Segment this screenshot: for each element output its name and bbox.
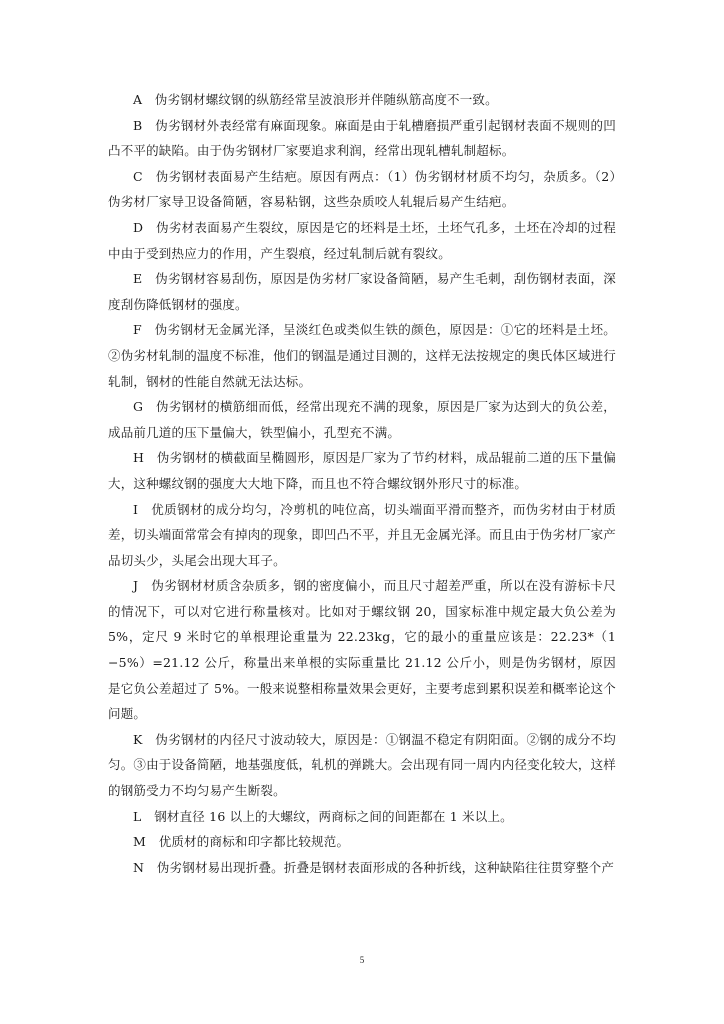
paragraph-f: F 伪劣钢材无金属光泽，呈淡红色或类似生铁的颜色，原因是：①它的坯料是土坯。②伪劣材轧制的温度不标准，他们的钢温是通过目测的，这样无法按规定的奥氏体区域进行轧制，钢材的性能自然就无法达标。 <box>108 322 617 389</box>
paragraph-a: A 伪劣钢材螺纹钢的纵筋经常呈波浪形并伴随纵筋高度不一致。 <box>133 92 498 107</box>
page-number: 5 <box>359 955 365 965</box>
paragraph-j: J 伪劣钢材材质含杂质多，钢的密度偏小，而且尺寸超差严重，所以在没有游标卡尺的情况下，可以对它进行称量核对。比如对于螺纹钢 20，国家标准中规定最大负公差为 5%，定尺 9 米时它的单根理论重量为 22.23kg，它的最小的重量应该是：22.23*（1−5%）=21.12 公斤，称量出来单根的实际重量比 21.12 公斤小，则是伪劣钢材，原因是它负公差超过了 5%。一般来说整相称量效果会更好，主要考虑到累积误差和概率论这个问题。 <box>108 578 616 722</box>
paragraph-e: E 伪劣钢材容易刮伤，原因是伪劣材厂家设备简陋，易产生毛刺，刮伤钢材表面，深度刮伤降低钢材的强度。 <box>108 271 616 312</box>
paragraph-i: I 优质钢材的成分均匀，冷剪机的吨位高，切头端面平滑而整齐，而伪劣材由于材质差，切头端面常常会有掉肉的现象，即凹凸不平，并且无金属光泽。而且由于伪劣材厂家产品切头少，头尾会出现大耳子。 <box>108 501 617 568</box>
paragraph-h: H 伪劣钢材的横截面呈椭圆形，原因是厂家为了节约材料，成品辊前二道的压下量偏大，这种螺纹钢的强度大大地下降，而且也不符合螺纹钢外形尺寸的标准。 <box>108 450 616 491</box>
paragraph-k: K 伪劣钢材的内径尺寸波动较大，原因是：①钢温不稳定有阴阳面。②钢的成分不均匀。③由于设备简陋，地基强度低，轧机的弹跳大。会出现有同一周内内径变化较大，这样的钢筋受力不均匀易产生断裂。 <box>108 731 617 799</box>
paragraph-m: M 优质材的商标和印字都比较规范。 <box>133 834 350 850</box>
paragraph-n: N 伪劣钢材易出现折叠。折叠是钢材表面形成的各种折线，这种缺陷往往贯穿整个产 <box>133 859 615 875</box>
paragraph-g: G 伪劣钢材的横筋细而低，经常出现充不满的现象，原因是厂家为达到大的负公差，成品前几道的压下量偏大，铁型偏小，孔型充不满。 <box>108 399 616 440</box>
paragraph-c: C 伪劣钢材表面易产生结疤。原因有两点：（1）伪劣钢材材质不均匀，杂质多。（2）伪劣材厂家导卫设备简陋，容易粘钢，这些杂质咬人轧辊后易产生结疤。 <box>108 168 616 210</box>
paragraph-d: D 伪劣材表面易产生裂纹，原因是它的坯料是土坯，土坯气孔多，土坯在冷却的过程中由于受到热应力的作用，产生裂痕，经过轧制后就有裂纹。 <box>108 219 616 261</box>
paragraph-l: L 钢材直径 16 以上的大螺纹，两商标之间的间距都在 1 米以上。 <box>133 808 513 824</box>
paragraph-b: B 伪劣钢材外表经常有麻面现象。麻面是由于轧槽磨损严重引起钢材表面不规则的凹凸不平的缺陷。由于伪劣钢材厂家要追求利润，经常出现轧槽轧制超标。 <box>108 117 616 159</box>
document-body <box>108 87 616 880</box>
